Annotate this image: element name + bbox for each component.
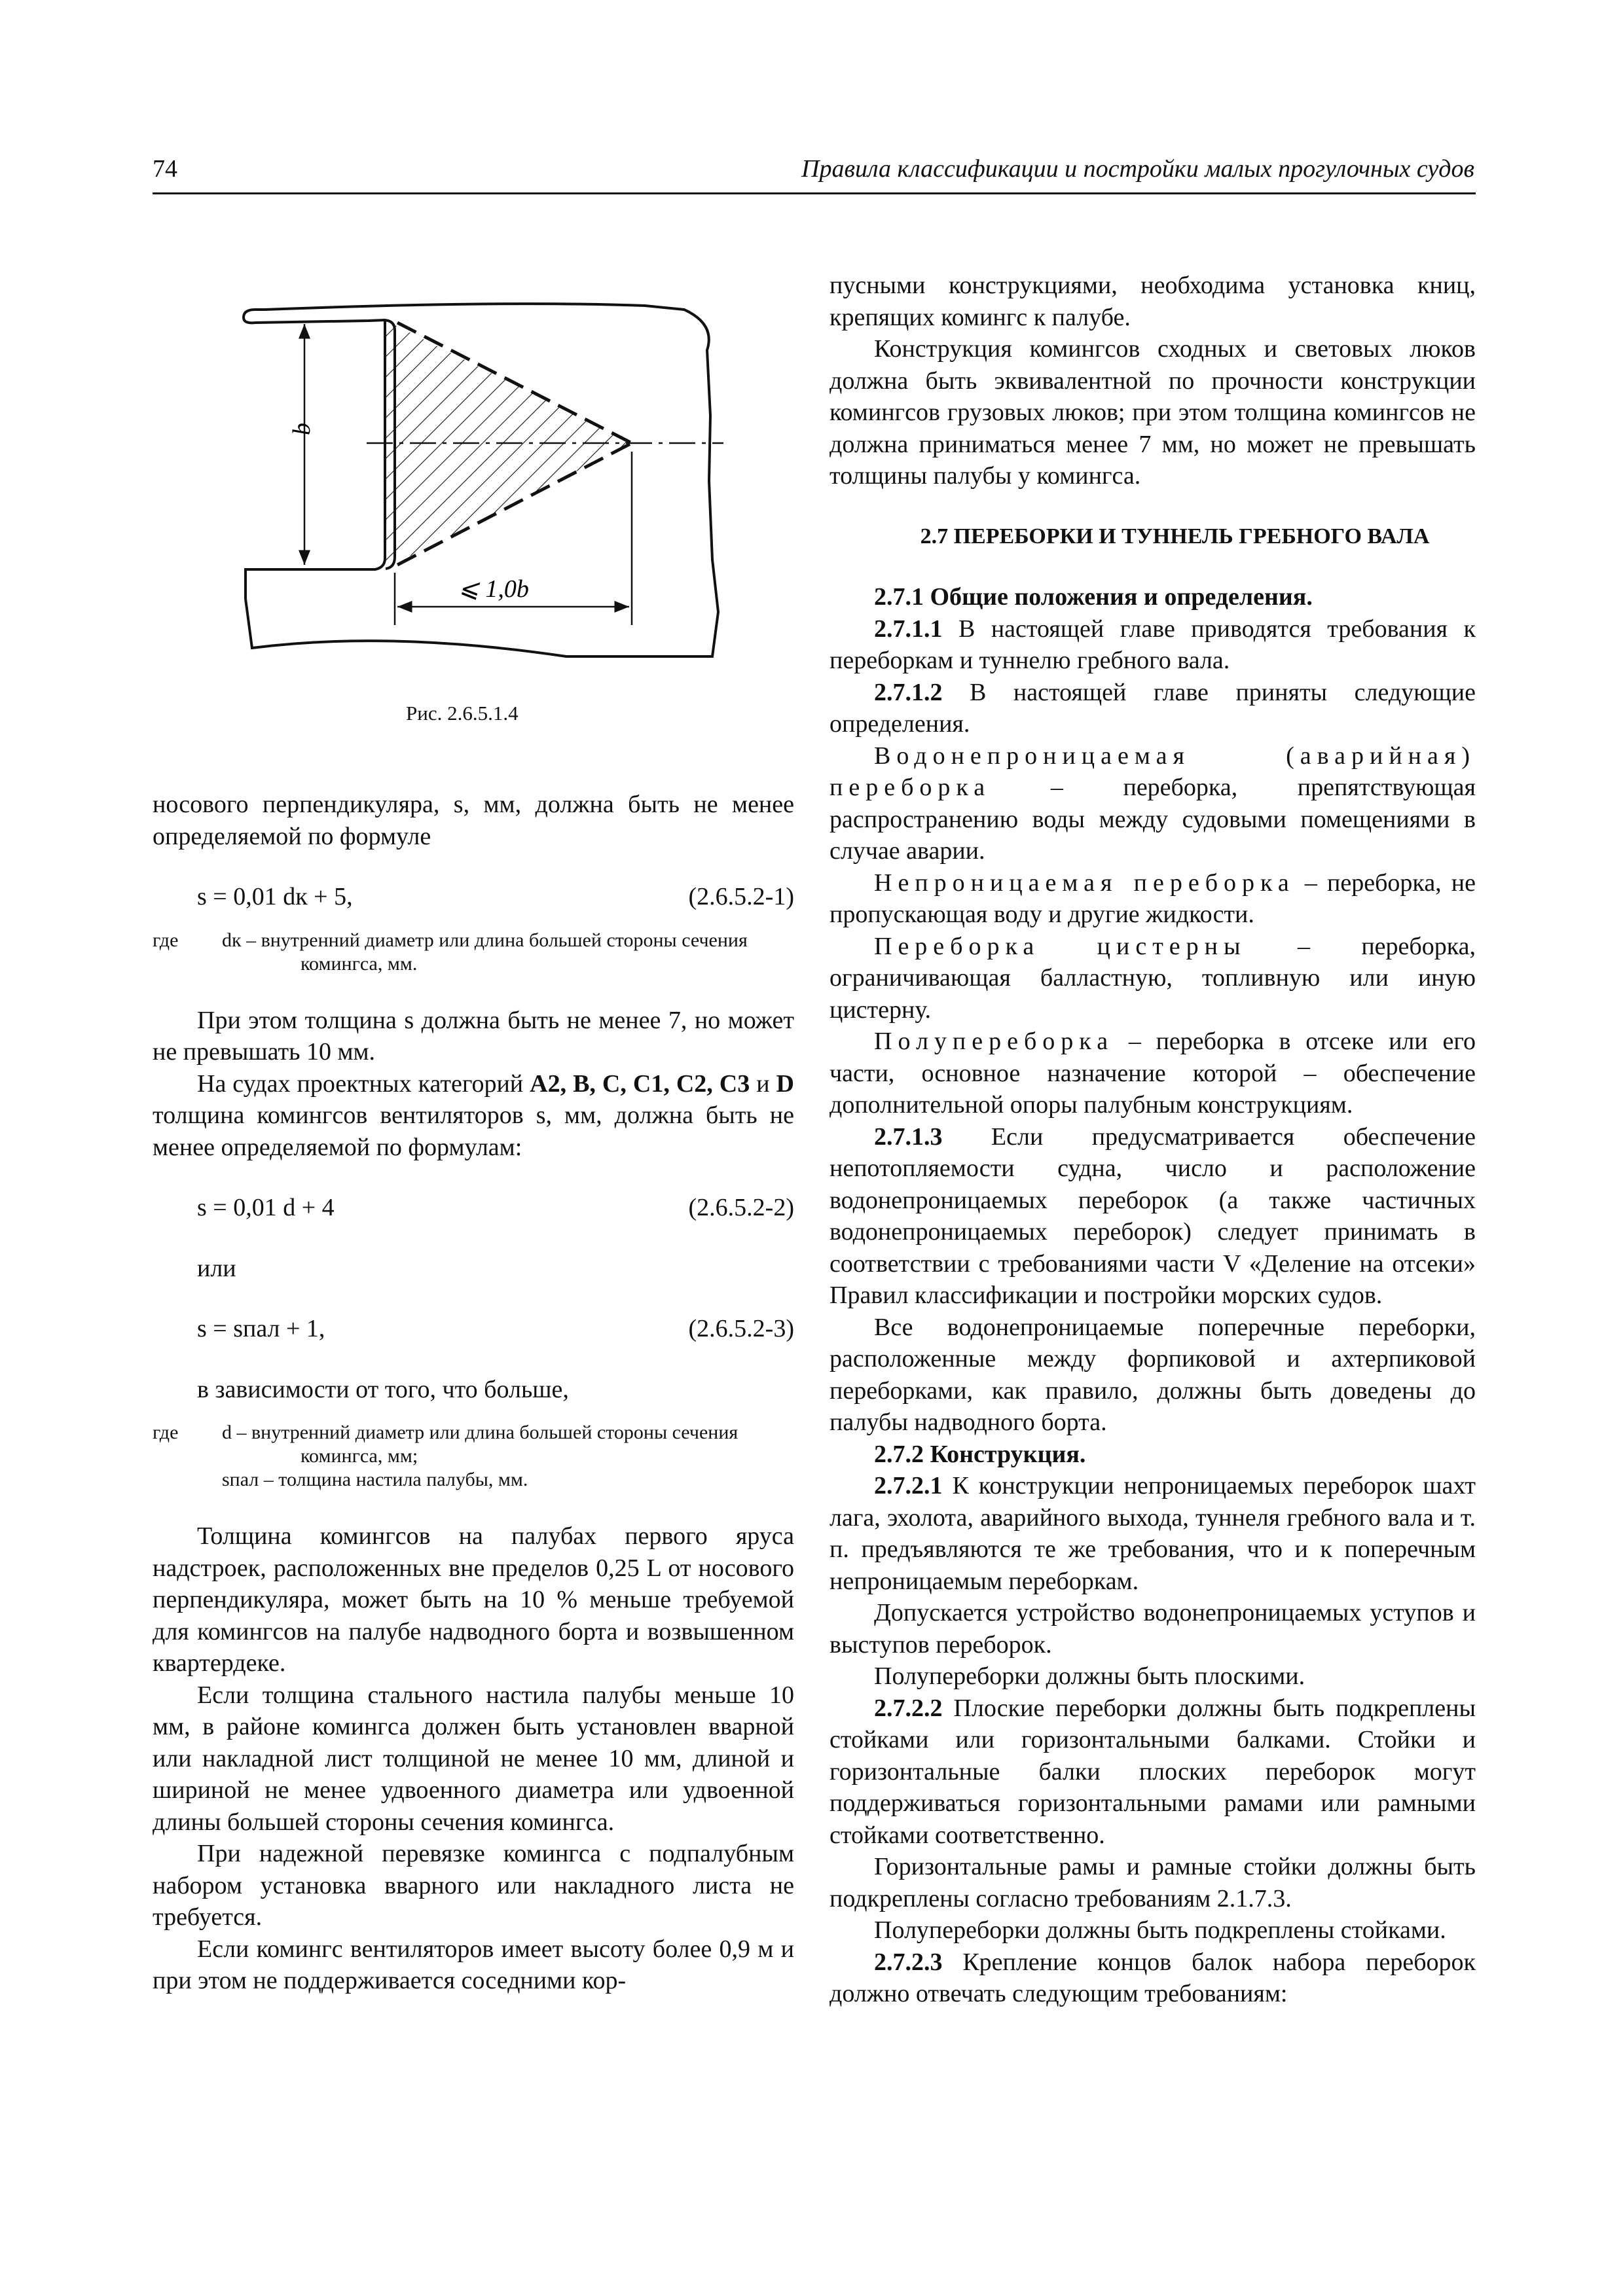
where-def: sпал – толщина настила палубы, мм. [222, 1469, 528, 1490]
defined-term: Полупереборка [874, 1028, 1114, 1055]
subsection-heading [830, 581, 1476, 613]
categories-bold: A2, B, C, C1, C2, C3 [530, 1069, 750, 1098]
or-text: или [197, 1254, 236, 1282]
clause-number: 2.7.1.1 [874, 615, 943, 643]
where-label: где [153, 929, 179, 951]
paragraph: Допускается устройство водонепроницаемых уступов и выступов переборок. [830, 1599, 1476, 1659]
defined-term: Непроницаемая переборка [874, 869, 1295, 897]
clause-number: 2.7.2.3 [874, 1948, 943, 1976]
paragraph [830, 613, 1476, 677]
paragraph: Толщина комингсов на палубах первого яруса надстроек, расположенных вне пределов 0,25 L от носового перпендикуляра, может быть на 10 % меньше требуемой для комингсов на палубе надводного борта и возвышенном квартердеке. [153, 1522, 794, 1677]
formula-expr: s = sпал + 1, [197, 1315, 325, 1342]
formula-2-6-5-2-1 [153, 881, 794, 913]
text: – переборка, ограничивающая балластную, топливную или иную цистерну. [830, 932, 1476, 1024]
clause-number: 2.7.1.2 [874, 678, 943, 706]
dim-label-width: ⩽ 1,0b [458, 575, 529, 603]
clause-number: 2.7.2.2 [874, 1694, 943, 1722]
where-block [153, 929, 794, 976]
formula-expr: s = 0,01 dк + 5, [197, 883, 353, 910]
category-bold: D [776, 1069, 794, 1098]
paragraph: При этом толщина s должна быть не менее 7, но может не превышать 10 мм. [153, 1006, 794, 1066]
paragraph: Если комингс вентиляторов имеет высоту более 0,9 м и при этом не поддерживается соседними кор- [153, 1935, 794, 1994]
section-heading: 2.7 ПЕРЕБОРКИ И ТУННЕЛЬ ГРЕБНОГО ВАЛА [920, 524, 1430, 548]
defined-term: Переборка цистерны [874, 932, 1247, 960]
definition [830, 931, 1476, 1026]
text: Крепление концов балок набора переборок должно отвечать следующим требованиям: [830, 1948, 1476, 2007]
header-rule [153, 192, 1476, 194]
formula-2-6-5-2-3 [153, 1313, 794, 1345]
clause-number: 2.7.1.3 [874, 1122, 943, 1151]
formula-expr: s = 0,01 d + 4 [197, 1194, 335, 1221]
where-block [153, 1421, 794, 1492]
subsection-title: 2.7.1 Общие положения и определения. [874, 583, 1313, 611]
paragraph: Все водонепроницаемые поперечные переборки, расположенные между форпиковой и ахтерпиковой переборками, как правило, должны быть доведены до палубы надводного борта. [830, 1313, 1476, 1436]
paragraph: Полупереборки должны быть плоскими. [874, 1662, 1305, 1690]
text: и [750, 1069, 776, 1098]
text: – переборка, препятствующая распространению воды между судовыми помещениями в случае аварии. [830, 774, 1476, 865]
figure-caption: Рис. 2.6.5.1.4 [406, 702, 519, 725]
paragraph [830, 1470, 1476, 1597]
where-def: d – внутренний диаметр или длина большей стороны сечения комингса, мм; [222, 1422, 739, 1467]
definition [830, 1026, 1476, 1121]
paragraph: в зависимости от того, что больше, [197, 1375, 569, 1403]
defined-term: Водонепроницаемая (аварийная) переборка [830, 742, 1476, 801]
formula-number: (2.6.5.2-2) [688, 1194, 794, 1221]
definition [830, 740, 1476, 867]
subsection-title: 2.7.2 Конструкция. [874, 1440, 1086, 1468]
formula-number: (2.6.5.2-3) [688, 1315, 794, 1342]
coaming-bracket-figure [226, 272, 737, 658]
paragraph [153, 1068, 794, 1164]
text: К конструкции непроницаемых переборок шахт лага, эхолота, аварийного выхода, туннеля гребного вала и т. п. предъявляются те же требования, что и к поперечным непроницаемым переборкам. [830, 1472, 1476, 1595]
dim-label-b: b [288, 423, 316, 435]
text: Если предусматривается обеспечение непотопляемости судна, число и расположение водонепроницаемых переборок (а также частичных водонепроницаемых переборок) следует принимать в соответствии с требованиями части V «Деление на отсеки» Правил классификации и постройки морских судов. [830, 1122, 1476, 1309]
text: – переборка, не пропускающая воду и другие жидкости. [830, 869, 1476, 928]
subsection-heading [830, 1439, 1476, 1471]
paragraph: Полупереборки должны быть подкреплены стойками. [874, 1916, 1446, 1944]
running-title: Правила классификации и постройки малых прогулочных судов [801, 155, 1474, 183]
paragraph: Если толщина стального настила палубы меньше 10 мм, в районе комингса должен быть установлен вварной или накладной лист толщиной не менее 10 мм, длиной и шириной не менее удвоенного диаметра или удвоенной длины большей стороны сечения комингса. [153, 1681, 794, 1836]
formula-2-6-5-2-2 [153, 1192, 794, 1224]
paragraph: пусными конструкциями, необходима установка книц, крепящих комингс к палубе. [830, 272, 1476, 331]
text: толщина комингсов вентиляторов s, мм, должна быть не менее определяемой по формулам: [153, 1102, 794, 1161]
paragraph [830, 677, 1476, 740]
clause-number: 2.7.2.1 [874, 1472, 943, 1499]
definition [830, 867, 1476, 931]
text: В настоящей главе приводятся требования к переборкам и туннелю гребного вала. [830, 615, 1476, 674]
text: Плоские переборки должны быть подкреплены стойками или горизонтальными балками. Стойки и горизонтальные балки плоских переборок могут поддерживаться горизонтальными рамами или рамными стойками соответственно. [830, 1694, 1476, 1849]
where-def: dк – внутренний диаметр или длина большей стороны сечения комингса, мм. [222, 929, 748, 975]
text: В настоящей главе приняты следующие определения. [830, 678, 1476, 738]
right-column [830, 270, 1476, 2010]
text: – переборка в отсеке или его части, основное назначение которой – обеспечение дополнительной опоры палубным конструкциям. [830, 1028, 1476, 1119]
paragraph: При надежной перевязке комингса с подпалубным набором установка вварного или накладного листа не требуется. [153, 1840, 794, 1931]
page-number: 74 [153, 155, 177, 183]
paragraph: носового перпендикуляра, s, мм, должна быть не менее определяемой по формуле [153, 791, 794, 850]
paragraph [830, 1946, 1476, 2010]
formula-number: (2.6.5.2-1) [688, 883, 794, 910]
paragraph [830, 1693, 1476, 1852]
paragraph: Горизонтальные рамы и рамные стойки должны быть подкреплены согласно требованиям 2.1.7.3. [830, 1853, 1476, 1912]
paragraph [830, 1121, 1476, 1312]
left-column [153, 789, 794, 1997]
paragraph: Конструкция комингсов сходных и световых люков должна быть эквивалентной по прочности конструкции комингсов грузовых люков; при этом толщина комингсов не должна приниматься менее 7 мм, но может не превышать толщины палубы у комингса. [830, 335, 1476, 490]
text: На судах проектных категорий [197, 1069, 530, 1098]
where-label: где [153, 1422, 179, 1443]
